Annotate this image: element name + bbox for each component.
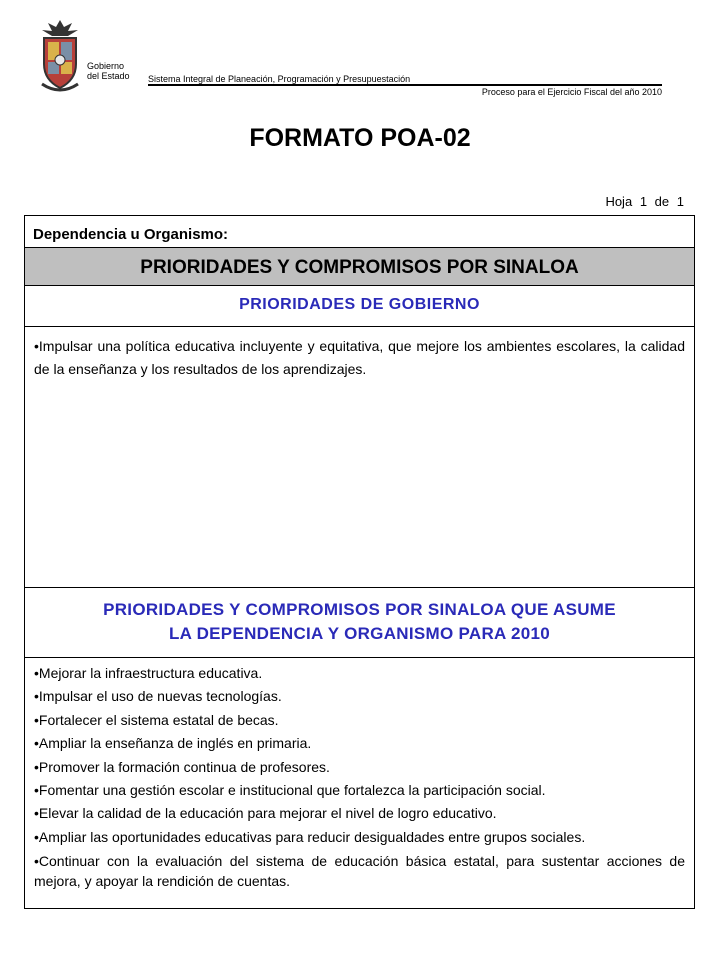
- commitments-list: [25, 658, 694, 908]
- header-rule: [148, 84, 662, 86]
- page-title: FORMATO POA-02: [249, 124, 471, 152]
- list-item: •Fortalecer el sistema estatal de becas.: [34, 711, 279, 728]
- government-line1: Gobierno: [87, 61, 125, 71]
- sheet-counter: [605, 194, 684, 209]
- poa-form-table: [24, 215, 695, 909]
- government-priorities-heading: PRIORIDADES DE GOBIERNO: [25, 286, 694, 327]
- main-heading: PRIORIDADES Y COMPROMISOS POR SINALOA: [25, 248, 694, 286]
- list-item: •Fomentar una gestión escolar e institucional que fortalezca la participación social.: [34, 782, 546, 799]
- system-name: Sistema Integral de Planeación, Programación y Presupuestación: [148, 74, 411, 84]
- commitments-heading-line1: PRIORIDADES Y COMPROMISOS POR SINALOA QUE ASUME: [103, 600, 616, 619]
- sheet-total: 1: [676, 194, 684, 209]
- list-item: •Elevar la calidad de la educación para mejorar el nivel de logro educativo.: [34, 805, 497, 822]
- list-item: •Ampliar la enseñanza de inglés en primaria.: [34, 735, 312, 752]
- state-coat-of-arms-icon: [34, 18, 86, 96]
- government-label: [87, 61, 130, 81]
- list-item: •Ampliar las oportunidades educativas para reducir desigualdades entre grupos sociales.: [34, 828, 586, 845]
- list-item: •Mejorar la infraestructura educativa.: [34, 665, 263, 681]
- sheet-of: de: [654, 194, 670, 209]
- sheet-label: Hoja: [605, 194, 633, 209]
- commitments-heading: [25, 588, 694, 658]
- list-item: •Impulsar el uso de nuevas tecnologías.: [34, 688, 282, 705]
- government-priorities-text: •Impulsar una política educativa incluyente y equitativa, que mejore los ambientes escolares, la calidad de la enseñanza y los resultados de los aprendizajes.: [25, 327, 694, 588]
- sheet-current: 1: [639, 194, 648, 209]
- dependency-label: Dependencia u Organismo:: [25, 216, 694, 248]
- list-item: •Continuar con la evaluación del sistema de educación básica estatal, para sustentar acciones de mejora, y apoyar la rendición de cuentas.: [34, 853, 685, 890]
- commitments-heading-line2: LA DEPENDENCIA Y ORGANISMO PARA 2010: [168, 624, 551, 643]
- government-line2: del Estado: [87, 71, 130, 81]
- process-label: Proceso para el Ejercicio Fiscal del año 2010: [481, 87, 662, 97]
- list-item: •Promover la formación continua de profesores.: [34, 758, 330, 775]
